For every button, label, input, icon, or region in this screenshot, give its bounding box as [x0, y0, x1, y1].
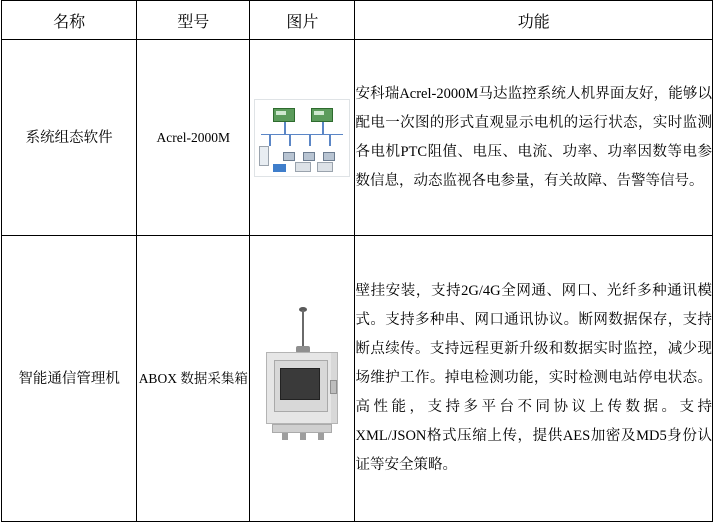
- enclosure-base: [272, 424, 332, 433]
- table-header: [2, 1, 713, 40]
- connector-line: [322, 122, 324, 134]
- cell-product-model: ABOX 数据采集箱: [137, 236, 250, 522]
- enclosure-window: [280, 368, 320, 400]
- device-block-icon: [317, 162, 333, 172]
- system-topology-diagram-icon: [254, 99, 350, 177]
- feeder-line: [329, 134, 331, 146]
- cable-gland: [318, 433, 324, 440]
- connector-line: [284, 122, 286, 134]
- table-row: [2, 40, 713, 236]
- cable-gland: [300, 433, 306, 440]
- device-block-icon: [273, 164, 286, 172]
- cell-product-image: [250, 236, 355, 522]
- feeder-line: [309, 134, 311, 146]
- column-header-name: 名称: [2, 1, 137, 40]
- controller-module-icon: [311, 108, 333, 122]
- cable-gland: [282, 433, 288, 440]
- motor-symbol-icon: [323, 152, 335, 161]
- column-header-image: 图片: [250, 1, 355, 40]
- cell-product-function: 安科瑞Acrel-2000M马达监控系统人机界面友好，能够以配电一次图的形式直观显示电机的运行状态，实时监测各电机PTC阻值、电压、电流、功率、功率因数等电参数信息，动态监视各电参量，有关故障、告警等信号。: [355, 40, 713, 236]
- busbar-line: [261, 134, 343, 136]
- panel-symbol-icon: [259, 146, 269, 166]
- motor-symbol-icon: [303, 152, 315, 161]
- column-header-function: 功能: [355, 1, 713, 40]
- cell-product-name: 智能通信管理机: [2, 236, 137, 522]
- device-block-icon: [295, 162, 311, 172]
- feeder-line: [269, 134, 271, 146]
- cell-product-model: Acrel-2000M: [137, 40, 250, 236]
- table-body: [2, 40, 713, 522]
- cell-product-function: 壁挂安装，支持2G/4G全网通、网口、光纤多种通讯模式。支持多种串、网口通讯协议。断网数据保存，支持断点续传。支持远程更新升级和数据实时监控，减少现场维护工作。掉电检测功能，实时检测电站停电状态。高性能，支持多平台不同协议上传数据。支持XML/JSON格式压缩上传，提供AES加密及MD5身份认证等安全策略。: [355, 236, 713, 522]
- feeder-line: [289, 134, 291, 146]
- antenna-rod: [302, 310, 304, 350]
- cell-product-name: 系统组态软件: [2, 40, 137, 236]
- door-latch: [330, 380, 337, 394]
- table-header-row: [2, 1, 713, 40]
- abox-data-acquisition-box-icon: [256, 304, 348, 454]
- motor-symbol-icon: [283, 152, 295, 161]
- controller-module-icon: [273, 108, 295, 122]
- specification-table: [1, 0, 713, 522]
- table-row: [2, 236, 713, 522]
- cell-product-image: [250, 40, 355, 236]
- column-header-model: 型号: [137, 1, 250, 40]
